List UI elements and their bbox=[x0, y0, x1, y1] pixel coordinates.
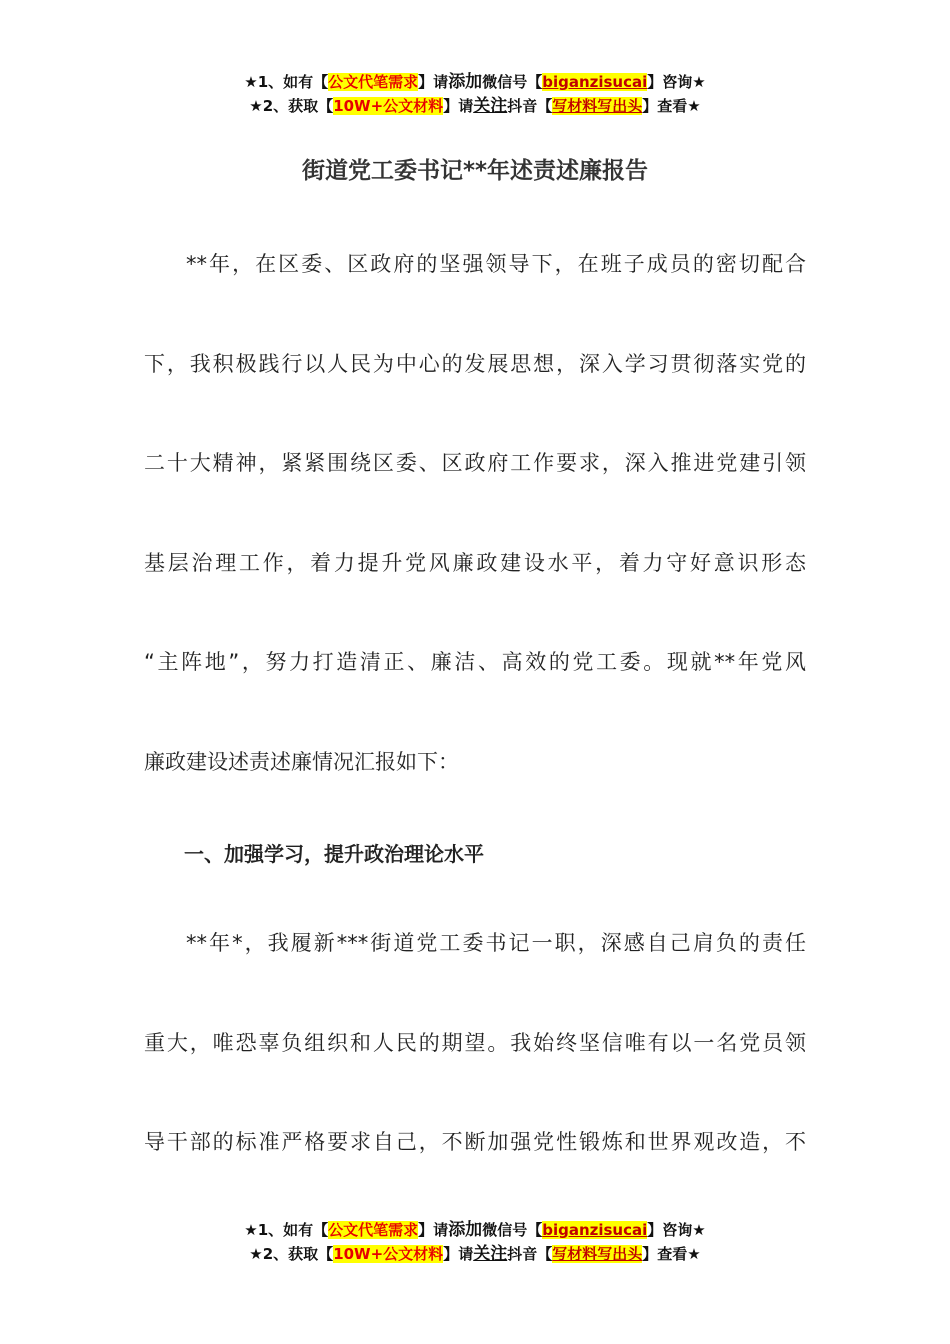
banner-text: 微信号【 bbox=[482, 73, 543, 91]
banner-text: 】咨询★ bbox=[647, 1221, 706, 1239]
paragraph-2 bbox=[144, 894, 806, 1193]
section-heading-1: 一、加强学习，提升政治理论水平 bbox=[184, 842, 484, 866]
banner-text: ★2、获取【 bbox=[249, 97, 334, 115]
banner-text: ★2、获取【 bbox=[249, 1245, 334, 1263]
banner-text: 】请 bbox=[443, 1245, 474, 1263]
paragraph-line: “主阵地”，努力打造清正、廉洁、高效的党工委。现就**年党风 bbox=[144, 650, 806, 674]
paragraph-line: 廉政建设述责述廉情况汇报如下： bbox=[144, 749, 459, 774]
banner-emphasis: 关注 bbox=[473, 96, 508, 116]
banner-line-2 bbox=[0, 1242, 950, 1266]
banner-text: ★1、如有【 bbox=[244, 1221, 329, 1239]
banner-emphasis: 添加 bbox=[448, 72, 483, 92]
banner-highlight: 公文代笔需求 bbox=[328, 73, 419, 91]
banner-emphasis: 关注 bbox=[473, 1244, 508, 1264]
banner-text: 】咨询★ bbox=[647, 73, 706, 91]
banner-text: 抖音【 bbox=[507, 97, 553, 115]
paragraph-line: **年*，我履新***街道党工委书记一职，深感自己肩负的责任 bbox=[186, 931, 806, 955]
banner-text: 】查看★ bbox=[642, 1245, 701, 1263]
banner-highlight: 10W+公文材料 bbox=[333, 1245, 444, 1263]
paragraph-line: 重大，唯恐辜负组织和人民的期望。我始终坚信唯有以一名党员领 bbox=[144, 1030, 806, 1055]
paragraph-line: 导干部的标准严格要求自己，不断加强党性锻炼和世界观改造，不 bbox=[144, 1130, 806, 1154]
wechat-id-link[interactable]: biganzisucai bbox=[542, 73, 648, 91]
banner-text: 微信号【 bbox=[482, 1221, 543, 1239]
banner-highlight: 公文代笔需求 bbox=[328, 1221, 419, 1239]
paragraph-1 bbox=[144, 215, 806, 812]
banner-line-1 bbox=[0, 70, 950, 94]
document-title: 街道党工委书记**年述责述廉报告 bbox=[301, 158, 649, 184]
paragraph-line: 下，我积极践行以人民为中心的发展思想，深入学习贯彻落实党的 bbox=[144, 351, 806, 376]
banner-line-1 bbox=[0, 1218, 950, 1242]
banner-text: 】请 bbox=[418, 73, 449, 91]
wechat-id-link[interactable]: biganzisucai bbox=[542, 1221, 648, 1239]
douyin-id-link[interactable]: 写材料写出头 bbox=[552, 97, 643, 115]
douyin-id-link[interactable]: 写材料写出头 bbox=[552, 1245, 643, 1263]
paragraph-line: 二十大精神，紧紧围绕区委、区政府工作要求，深入推进党建引领 bbox=[144, 451, 806, 475]
paragraph-line: 基层治理工作，着力提升党风廉政建设水平，着力守好意识形态 bbox=[144, 550, 806, 575]
bottom-banner bbox=[0, 1218, 950, 1266]
banner-text: 抖音【 bbox=[507, 1245, 553, 1263]
banner-highlight: 10W+公文材料 bbox=[333, 97, 444, 115]
top-banner bbox=[0, 70, 950, 118]
paragraph-line: **年，在区委、区政府的坚强领导下，在班子成员的密切配合 bbox=[186, 252, 806, 276]
banner-line-2 bbox=[0, 94, 950, 118]
banner-text: ★1、如有【 bbox=[244, 73, 329, 91]
banner-text: 】查看★ bbox=[642, 97, 701, 115]
banner-text: 】请 bbox=[418, 1221, 449, 1239]
banner-emphasis: 添加 bbox=[448, 1220, 483, 1240]
banner-text: 】请 bbox=[443, 97, 474, 115]
